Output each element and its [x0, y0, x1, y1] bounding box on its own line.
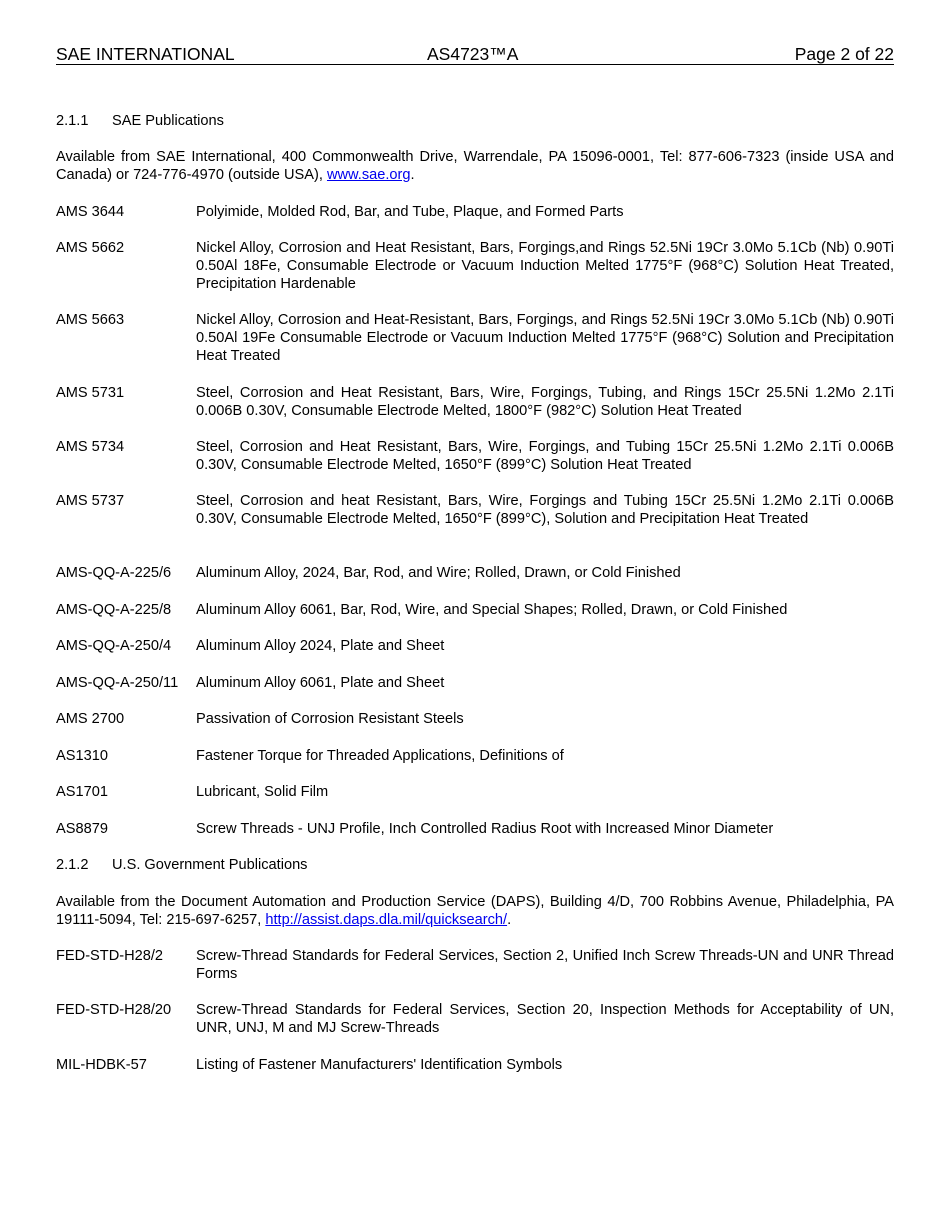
sae-website-link[interactable]: www.sae.org: [326, 167, 411, 183]
reference-title: Lubricant, Solid Film: [196, 784, 329, 800]
section-heading-2-1-1: [56, 112, 224, 130]
reference-title: Polyimide, Molded Rod, Bar, and Tube, Plaque, and Formed Parts: [196, 204, 624, 220]
section-title: U.S. Government Publications: [112, 857, 308, 873]
reference-title: Aluminum Alloy 6061, Plate and Sheet: [196, 675, 445, 691]
trailing-period: .: [410, 167, 415, 183]
reference-code: MIL-HDBK-57: [56, 1057, 147, 1073]
reference-code: AS1310: [56, 748, 108, 764]
sae-availability-paragraph: [56, 148, 894, 184]
reference-code: AMS-QQ-A-250/4: [56, 638, 172, 654]
reference-code: AMS 3644: [56, 204, 125, 220]
reference-code: AMS 2700: [56, 711, 125, 727]
availability-text: Available from SAE International, 400 Commonwealth Drive, Warrendale, PA 15096-0001, Tel: 877-606-7323 (inside USA and Canada) or 724-776-4970 (outside USA),: [56, 149, 894, 183]
header-document-number: AS4723™A: [427, 44, 519, 64]
section-number: 2.1.1: [56, 113, 89, 129]
header-organization: SAE INTERNATIONAL: [56, 44, 235, 64]
reference-title: Listing of Fastener Manufacturers' Identification Symbols: [196, 1057, 563, 1073]
availability-text: Available from the Document Automation and Production Service (DAPS), Building 4/D, 700 Robbins Avenue, Philadelphia, PA 19111-5094, Tel: 215-697-6257,: [56, 894, 894, 928]
reference-title: Nickel Alloy, Corrosion and Heat Resistant, Bars, Forgings,and Rings 52.5Ni 19Cr 3.0Mo 5.1Cb (Nb) 0.90Ti 0.50Al 18Fe, Consumable Electrode or Vacuum Induction Melted 1775°F (968°C) Solution Heat Treated, Precipitation Hardenable: [196, 240, 894, 292]
reference-title: Steel, Corrosion and heat Resistant, Bars, Wire, Forgings and Tubing 15Cr 25.5Ni 1.2Mo 2.1Ti 0.006B 0.30V, Consumable Electrode Melted, 1650°F (899°C), Solution and Precipitation Heat Treated: [196, 493, 894, 527]
reference-code: FED-STD-H28/2: [56, 948, 164, 964]
reference-code: AMS 5737: [56, 493, 125, 509]
section-heading-2-1-2: [56, 856, 307, 874]
reference-code: AMS 5734: [56, 439, 125, 455]
reference-code: AMS-QQ-A-225/6: [56, 565, 172, 581]
section-number: 2.1.2: [56, 857, 89, 873]
reference-title: Screw-Thread Standards for Federal Services, Section 20, Inspection Methods for Acceptability of UN, UNR, UNJ, M and MJ Screw-Threads: [196, 1002, 894, 1036]
reference-title: Screw-Thread Standards for Federal Services, Section 2, Unified Inch Screw Threads-UN and UNR Thread Forms: [196, 948, 894, 982]
reference-code: AS1701: [56, 784, 108, 800]
reference-title: Nickel Alloy, Corrosion and Heat-Resistant, Bars, Forgings, and Rings 52.5Ni 19Cr 3.0Mo 5.1Cb (Nb) 0.90Ti 0.50Al 19Fe Consumable Electrode or Vacuum Induction Melted 1775°F (968°C) Solution and Precipitation Heat Treated: [196, 312, 894, 364]
reference-code: AMS-QQ-A-225/8: [56, 602, 172, 618]
daps-availability-paragraph: [56, 893, 894, 929]
reference-code: AS8879: [56, 821, 108, 837]
header-page-number: Page 2 of 22: [794, 44, 894, 64]
reference-code: AMS-QQ-A-250/11: [56, 675, 179, 691]
page-header: [56, 44, 894, 65]
reference-title: Passivation of Corrosion Resistant Steels: [196, 711, 464, 727]
reference-title: Fastener Torque for Threaded Applications, Definitions of: [196, 748, 564, 764]
section-title: SAE Publications: [112, 113, 224, 129]
reference-title: Aluminum Alloy 6061, Bar, Rod, Wire, and Special Shapes; Rolled, Drawn, or Cold Finished: [196, 602, 788, 618]
reference-code: AMS 5662: [56, 240, 125, 256]
assist-quicksearch-link[interactable]: http://assist.daps.dla.mil/quicksearch/: [265, 912, 508, 928]
reference-code: AMS 5731: [56, 385, 125, 401]
reference-title: Screw Threads - UNJ Profile, Inch Controlled Radius Root with Increased Minor Diameter: [196, 821, 774, 837]
reference-title: Aluminum Alloy 2024, Plate and Sheet: [196, 638, 445, 654]
reference-title: Steel, Corrosion and Heat Resistant, Bars, Wire, Forgings, and Tubing 15Cr 25.5Ni 1.2Mo 2.1Ti 0.006B 0.30V, Consumable Electrode Melted, 1650°F (899°C) Solution Heat Treated: [196, 439, 894, 473]
reference-code: AMS 5663: [56, 312, 125, 328]
reference-title: Steel, Corrosion and Heat Resistant, Bars, Wire, Forgings, Tubing, and Rings 15Cr 25.5Ni 1.2Mo 2.1Ti 0.006B 0.30V, Consumable Electrode Melted, 1800°F (982°C) Solution Heat Treated: [196, 385, 894, 419]
reference-code: FED-STD-H28/20: [56, 1002, 172, 1018]
trailing-period: .: [507, 912, 512, 928]
reference-title: Aluminum Alloy, 2024, Bar, Rod, and Wire; Rolled, Drawn, or Cold Finished: [196, 565, 681, 581]
